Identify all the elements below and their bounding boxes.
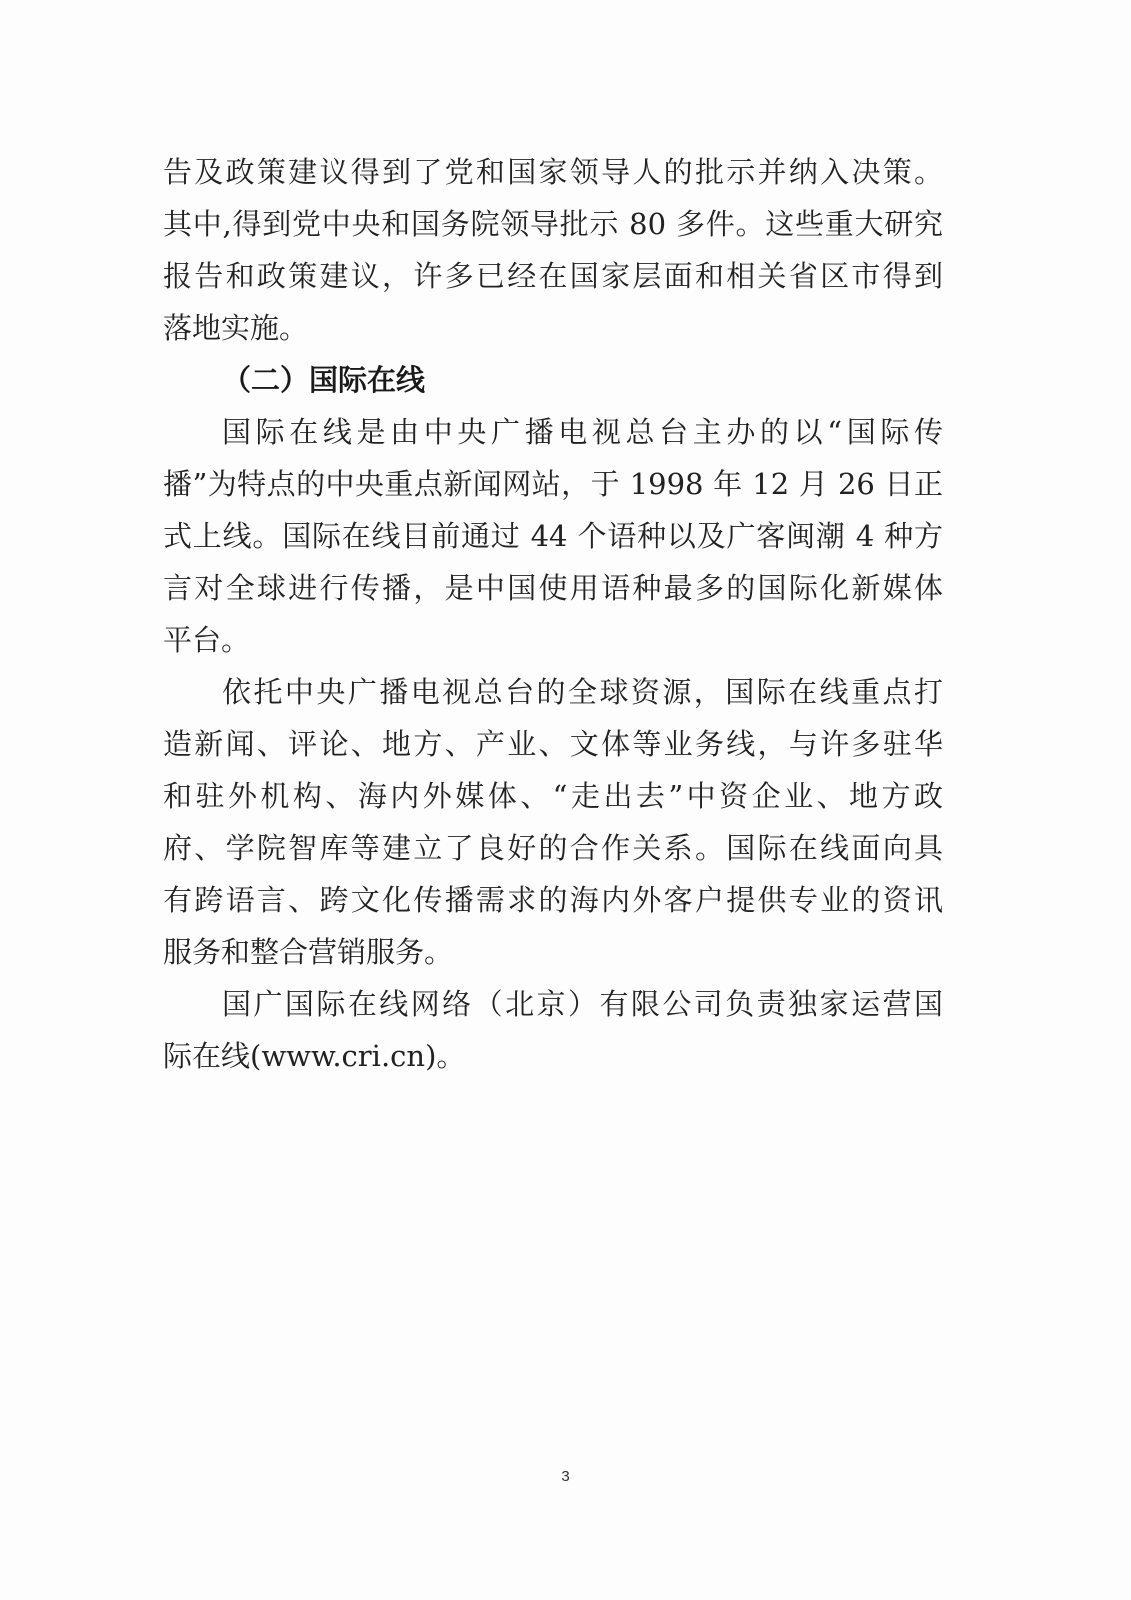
paragraph-3-line-3: 和驻外机构、海内外媒体、“走出去”中资企业、地方政 <box>163 779 943 813</box>
paragraph-2-line-4: 言对全球进行传播，是中国使用语种最多的国际化新媒体 <box>163 571 943 605</box>
paragraph-2-line-1: 国际在线是由中央广播电视总台主办的以“国际传 <box>222 415 943 449</box>
paragraph-4-line-2: 际在线(www.cri.cn)。 <box>163 1039 466 1073</box>
paragraph-4-line-1: 国广国际在线网络（北京）有限公司负责独家运营国 <box>222 987 943 1021</box>
paragraph-3-line-4: 府、学院智库等建立了良好的合作关系。国际在线面向具 <box>163 831 943 865</box>
paragraph-2-line-5: 平台。 <box>163 623 251 657</box>
page-number: 3 <box>561 1468 570 1485</box>
paragraph-1-line-1: 告及政策建议得到了党和国家领导人的批示并纳入决策。 <box>163 155 943 189</box>
paragraph-2-line-3: 式上线。国际在线目前通过 44 个语种以及广客闽潮 4 种方 <box>163 519 943 553</box>
section-heading: （二）国际在线 <box>222 363 426 397</box>
paragraph-1-line-4: 落地实施。 <box>163 311 309 345</box>
paragraph-1-line-2: 其中,得到党中央和国务院领导批示 80 多件。这些重大研究 <box>163 207 943 241</box>
paragraph-3-line-2: 造新闻、评论、地方、产业、文体等业务线，与许多驻华 <box>163 727 943 761</box>
paragraph-1-line-3: 报告和政策建议，许多已经在国家层面和相关省区市得到 <box>163 259 943 293</box>
paragraph-3-line-6: 服务和整合营销服务。 <box>163 935 454 969</box>
paragraph-3-line-5: 有跨语言、跨文化传播需求的海内外客户提供专业的资讯 <box>163 883 943 917</box>
paragraph-3-line-1: 依托中央广播电视总台的全球资源，国际在线重点打 <box>222 675 943 709</box>
paragraph-2-line-2: 播”为特点的中央重点新闻网站，于 1998 年 12 月 26 日正 <box>163 467 943 501</box>
